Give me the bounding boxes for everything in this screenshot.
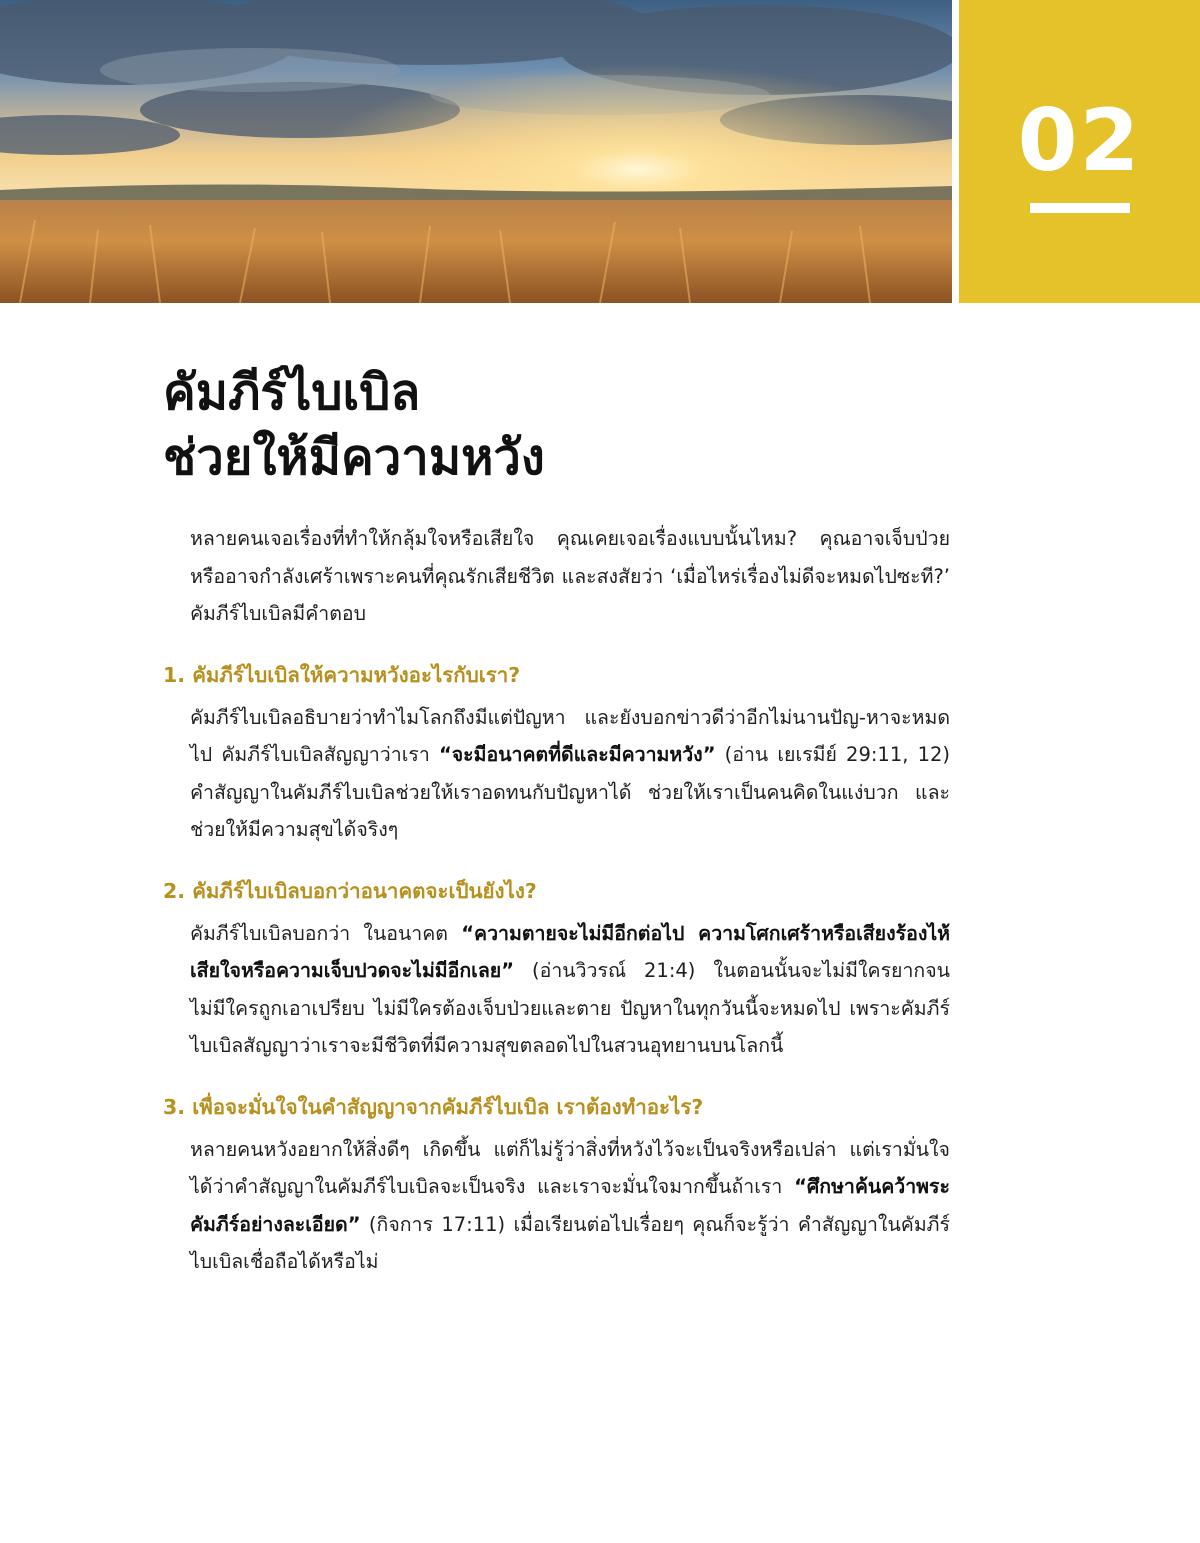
page-title xyxy=(163,360,545,490)
header-photo xyxy=(0,0,952,303)
chapter-number: 02 xyxy=(1017,91,1142,191)
paragraph-text: คัมภีร์ไบเบิลบอกว่า ในอนาคต xyxy=(190,921,462,945)
section-heading: 1. คัมภีร์ไบเบิลให้ความหวังอะไรกับเรา? xyxy=(163,662,521,687)
paragraph-text: หลายคนหวังอยากให้สิ่งดีๆ เกิดขึ้น แต่ก็ไม่รู้ว่าสิ่งที่หวังไว้จะเป็นจริงหรือเปล่า แต่เรามั่นใจได้ว่าคำสัญญาในคัมภีร์ไบเบิลจะเป็นจริง และเราจะมั่นใจมากขึ้นถ้าเรา xyxy=(190,1137,950,1198)
intro-paragraph: หลายคนเจอเรื่องที่ทำให้กลุ้มใจหรือเสียใจ คุณเคยเจอเรื่องแบบนั้นไหม? คุณอาจเจ็บป่วย หรืออาจกำลังเศร้าเพราะคนที่คุณรักเสียชีวิต และสงสัยว่า ‘เมื่อไหร่เรื่องไม่ดีจะหมดไปซะที?’ คัมภีร์ไบเบิลมีคำตอบ xyxy=(190,527,950,625)
section-heading: 2. คัมภีร์ไบเบิลบอกว่าอนาคตจะเป็นยังไง? xyxy=(163,878,537,903)
bible-quote: “ความตายจะไม่มีอีกต่อไป ความโศกเศร้าหรือเสียงร้องไห้เสียใจหรือความเจ็บปวดจะไม่มีอีกเลย” xyxy=(190,921,951,982)
title-line-2: ช่วยให้มีความหวัง xyxy=(163,429,545,486)
bible-quote: “จะมีอนาคตที่ดีและมีความหวัง” xyxy=(438,743,716,766)
section-paragraph xyxy=(190,1131,950,1281)
paragraph-text: คัมภีร์ไบเบิลอธิบายว่าทำไมโลกถึงมีแต่ปัญหา และยังบอกข่าวดีว่าอีกไม่นานปัญ-หาจะหมดไป คัมภีร์ไบเบิลสัญญาว่าเรา xyxy=(190,705,950,766)
article-body xyxy=(163,520,950,1303)
paragraph-text: (กิจการ 17:11) เมื่อเรียนต่อไปเรื่อยๆ คุณก็จะรู้ว่า คำสัญญาในคัมภีร์ไบเบิลเชื่อถือได้หรือไม่ xyxy=(190,1212,950,1273)
paragraph-text: (อ่าน เยเรมีย์ 29:11, 12) คำสัญญาในคัมภีร์ไบเบิลช่วยให้เราอดทนกับปัญหาได้ ช่วยให้เราเป็นคนคิดในแง่บวก และช่วยให้มีความสุขได้จริงๆ xyxy=(190,743,950,841)
chapter-badge xyxy=(959,0,1200,303)
section-heading: 3. เพื่อจะมั่นใจในคำสัญญาจากคัมภีร์ไบเบิล เราต้องทำอะไร? xyxy=(163,1094,704,1119)
section-paragraph xyxy=(190,915,950,1065)
chapter-underline xyxy=(1030,203,1130,213)
paragraph-text: (อ่านวิวรณ์ 21:4) ในตอนนั้นจะไม่มีใครยากจน ไม่มีใครถูกเอาเปรียบ ไม่มีใครต้องเจ็บป่วยและตาย ปัญหาในทุกวันนี้จะหมดไป เพราะคัมภีร์ไบเบิลสัญญาว่าเราจะมีชีวิตที่มีความสุขตลอดไปในสวนอุทยานบนโลกนี้ xyxy=(190,959,950,1057)
title-line-1: คัมภีร์ไบเบิล xyxy=(163,364,421,421)
section-paragraph xyxy=(190,699,950,849)
bible-quote: “ศึกษาค้นคว้าพระคัมภีร์อย่างละเอียด” xyxy=(190,1175,950,1236)
